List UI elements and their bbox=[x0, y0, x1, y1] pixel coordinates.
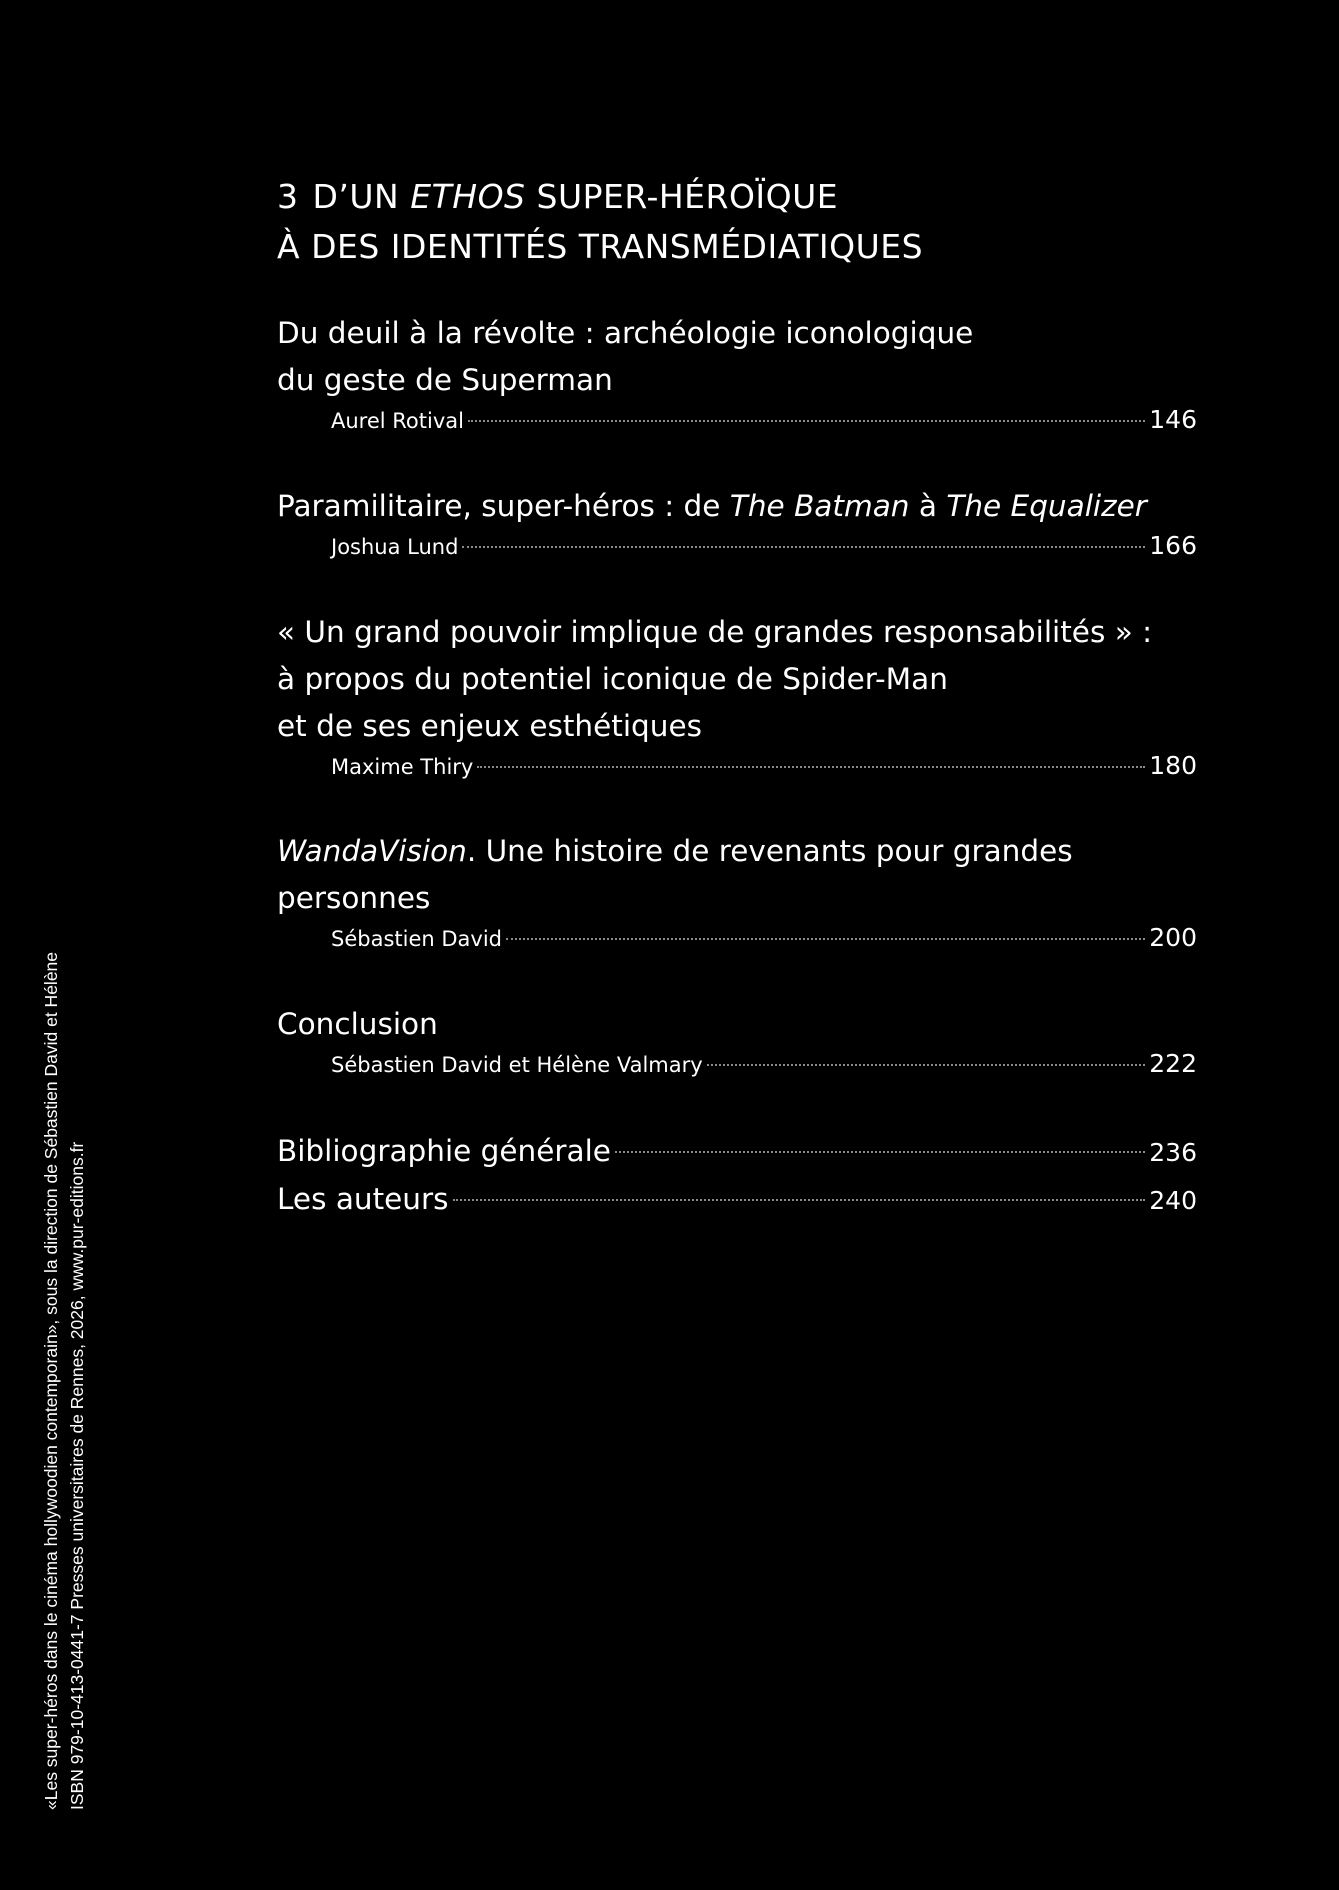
toc-entry-page-number: 200 bbox=[1149, 923, 1197, 952]
toc-entry-title-line bbox=[277, 483, 1197, 530]
toc-main-entry-label: Les auteurs bbox=[277, 1182, 449, 1216]
toc-entry-title-line: à propos du potentiel iconique de Spider-Man bbox=[277, 662, 948, 696]
toc-entry-title-text: . Une histoire de revenants pour grandes bbox=[466, 834, 1073, 868]
toc-entry[interactable] bbox=[277, 609, 1197, 784]
toc-main-entry-page-number: 236 bbox=[1149, 1138, 1197, 1167]
part-number: 3 bbox=[277, 177, 299, 216]
dot-leader bbox=[462, 546, 1145, 548]
toc-entry-title-line: « Un grand pouvoir implique de grandes responsabilités » : bbox=[277, 615, 1153, 649]
dot-leader bbox=[453, 1199, 1146, 1201]
part-heading-line-1 bbox=[277, 172, 923, 222]
toc-entry-page-number: 180 bbox=[1149, 751, 1197, 780]
part-heading-line-2: À DES IDENTITÉS TRANSMÉDIATIQUES bbox=[277, 227, 924, 266]
dot-leader bbox=[506, 938, 1145, 940]
part-heading-text-after: SUPER-HÉROÏQUE bbox=[536, 177, 839, 216]
toc-entry-author-row bbox=[277, 403, 1197, 438]
toc-entry-author: Sébastien David et Hélène Valmary bbox=[331, 1053, 703, 1077]
toc-entry-title-line bbox=[277, 828, 1197, 875]
dot-leader bbox=[707, 1064, 1146, 1066]
toc-entry-title-line: du geste de Superman bbox=[277, 363, 613, 397]
toc-main-entry-label: Bibliographie générale bbox=[277, 1134, 611, 1168]
toc-entry-title-italic: The Equalizer bbox=[946, 489, 1147, 523]
part-heading-text-before: D’UN bbox=[312, 177, 400, 216]
toc-entry[interactable] bbox=[277, 828, 1197, 956]
toc-main-entry[interactable] bbox=[277, 1127, 1197, 1177]
dot-leader bbox=[468, 420, 1145, 422]
toc-entry-page-number: 166 bbox=[1149, 531, 1197, 560]
toc-entry-author: Maxime Thiry bbox=[331, 755, 474, 779]
toc-entry-author: Sébastien David bbox=[331, 927, 502, 951]
toc-main-entry-page-number: 240 bbox=[1149, 1186, 1197, 1215]
toc-entry-author-row bbox=[277, 529, 1197, 564]
toc-entry-title bbox=[277, 310, 1197, 404]
dot-leader bbox=[477, 766, 1145, 768]
toc-entry[interactable] bbox=[277, 483, 1197, 564]
toc-entry-page-number: 222 bbox=[1149, 1049, 1197, 1078]
toc-entry[interactable] bbox=[277, 310, 1197, 438]
toc-entry[interactable] bbox=[277, 1001, 1197, 1082]
toc-entry-title bbox=[277, 828, 1197, 922]
toc-entry-author: Joshua Lund bbox=[331, 535, 459, 559]
toc-entry-page-number: 146 bbox=[1149, 405, 1197, 434]
toc-entry-author-row bbox=[277, 921, 1197, 956]
toc-entry-title bbox=[277, 483, 1197, 530]
toc-entry-title-text: à bbox=[909, 489, 947, 523]
toc-entry-title-italic: The Batman bbox=[729, 489, 910, 523]
toc-entry-title-line: personnes bbox=[277, 881, 431, 915]
sidebar-line-1: «Les super-héros dans le cinéma hollywoodien contemporain», sous la direction de Sébastien David et Hélène bbox=[41, 951, 61, 1810]
part-heading-italic: ETHOS bbox=[410, 177, 526, 216]
toc-entry-title bbox=[277, 609, 1197, 750]
toc-entry-title-text: Paramilitaire, super-héros : de bbox=[277, 489, 730, 523]
part-heading bbox=[277, 172, 923, 272]
copyright-sidebar bbox=[38, 810, 90, 1810]
toc-entry-title bbox=[277, 1001, 1197, 1048]
sidebar-line-2: ISBN 979-10-413-0441-7 Presses universitaires de Rennes, 2026, www.pur-editions.fr bbox=[67, 1141, 87, 1810]
toc-entry-title-italic: WandaVision bbox=[277, 834, 467, 868]
toc-entry-author-row bbox=[277, 749, 1197, 784]
toc-entry-title-line: et de ses enjeux esthétiques bbox=[277, 709, 702, 743]
toc-entry-title-line: Du deuil à la révolte : archéologie iconologique bbox=[277, 316, 974, 350]
toc-entry-author: Aurel Rotival bbox=[331, 409, 464, 433]
dot-leader bbox=[615, 1151, 1145, 1153]
toc-main-entry[interactable] bbox=[277, 1175, 1197, 1225]
toc-entry-title-line: Conclusion bbox=[277, 1007, 438, 1041]
toc-entry-author-row bbox=[277, 1047, 1197, 1082]
